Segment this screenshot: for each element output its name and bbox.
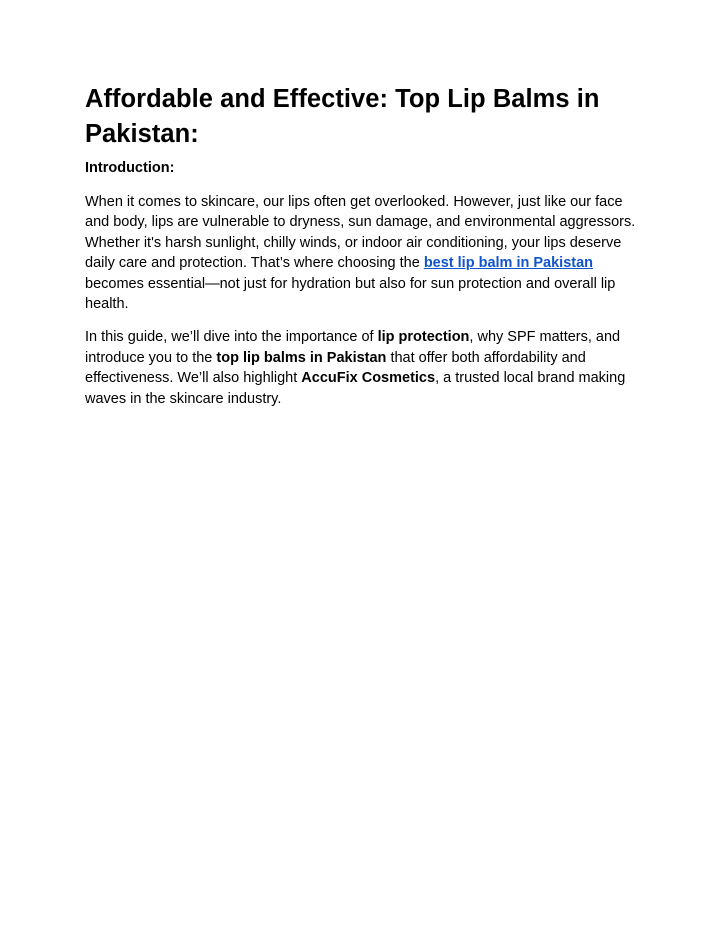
best-lip-balm-link[interactable]: best lip balm in Pakistan [423, 255, 594, 272]
bold-accufix-cosmetics: AccuFix Cosmetics [301, 370, 436, 387]
intro-paragraph [85, 192, 637, 314]
section-heading-introduction: Introduction: [85, 160, 175, 176]
bold-lip-protection: lip protection [377, 329, 470, 346]
guide-text-part1: In this guide, we’ll dive into the importance of [85, 329, 378, 346]
guide-paragraph [85, 327, 637, 409]
document-body [85, 82, 637, 409]
intro-text-before-link: When it comes to skincare, our lips often get overlooked. However, just like our face and body, lips are vulnerable to dryness, sun damage, and environmental aggressors. Whether it's harsh sunlight, chilly winds, or indoor air conditioning, your lips deserve daily care and protection. That’s where choosing the [85, 194, 636, 272]
bold-top-lip-balms: top lip balms in Pakistan [216, 349, 387, 366]
guide-text-part4: , a trusted local brand making waves in the skincare industry. [85, 370, 626, 407]
guide-text-part2: , why SPF matters, and introduce you to the [85, 329, 621, 366]
guide-text-part3: that offer both affordability and effectiveness. We’ll also highlight [85, 349, 586, 387]
intro-text-after-link: becomes essential—not just for hydration but also for sun protection and overall lip health. [85, 275, 616, 313]
page-title: Affordable and Effective: Top Lip Balms in Pakistan: [85, 85, 600, 148]
